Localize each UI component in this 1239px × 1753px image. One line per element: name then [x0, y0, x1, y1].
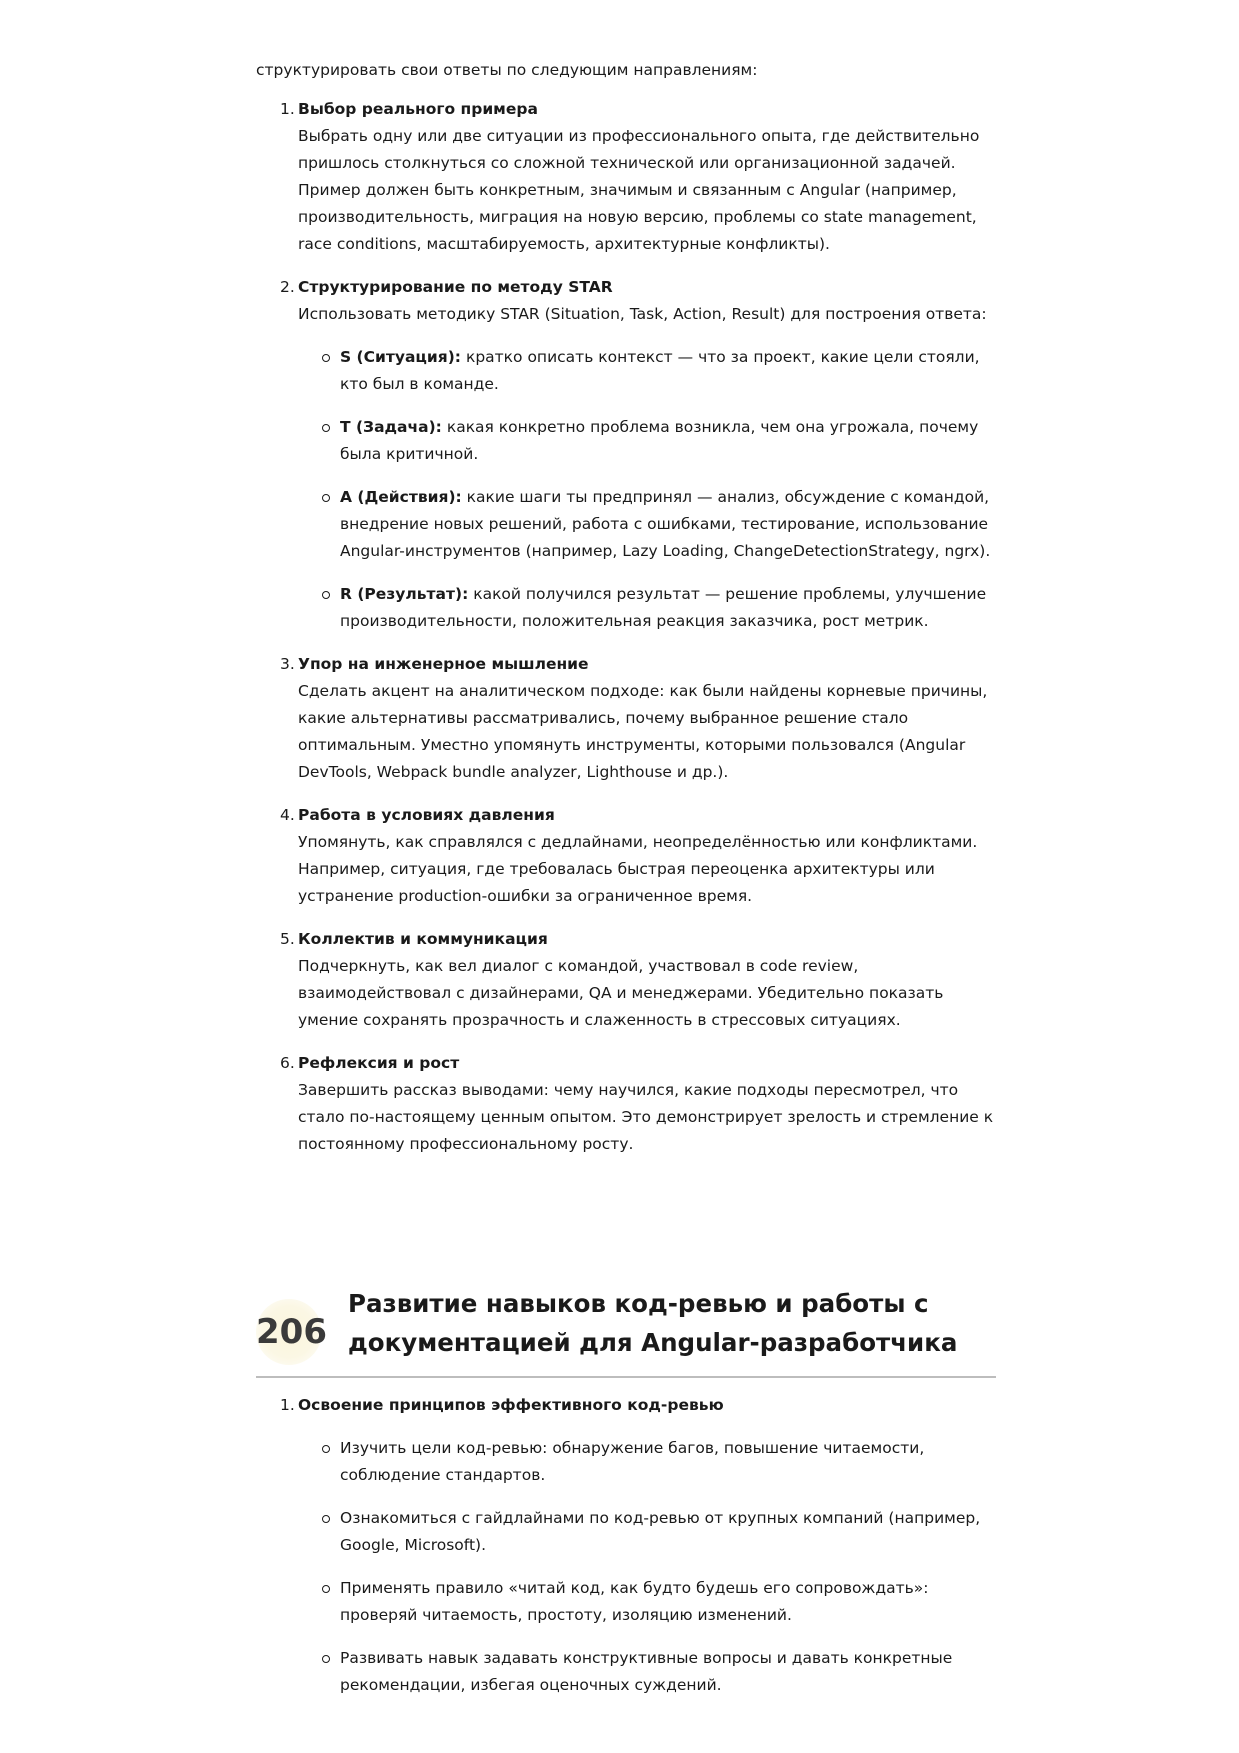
item-body: Подчеркнуть, как вел диалог с командой, участвовал в code review, взаимодействовал с дизайнерами, QA и менеджерами. Убедительно показать умение сохранять прозрачность и слаженность в стрессовых ситуациях.	[298, 957, 944, 1029]
item-title: Выбор реального примера	[298, 100, 538, 118]
sub-list-item	[298, 414, 996, 468]
item-title: Упор на инженерное мышление	[298, 655, 589, 673]
sub-item-label: S (Ситуация):	[340, 348, 462, 366]
list-item	[256, 1050, 996, 1158]
item-body: Выбрать одну или две ситуации из профессионального опыта, где действительно пришлось столкнуться со сложной технической или организационной задачей. Пример должен быть конкретным, значимым и связанным с Angular (например, производительность, миграция на новую версию, проблемы со state management, race conditions, масштабируемость, архитектурные конфликты).	[298, 127, 980, 253]
sub-list-item: Ознакомиться с гайдлайнами по код-ревью от крупных компаний (например, Google, Microsoft).	[298, 1505, 996, 1559]
section-number: 206	[256, 1312, 327, 1352]
sub-item-text: какой получился результат — решение проблемы, улучшение производительности, положительная реакция заказчика, рост метрик.	[340, 585, 987, 630]
review-sublist	[298, 1435, 996, 1699]
list-item	[256, 802, 996, 910]
list-item	[256, 651, 996, 786]
sub-item-text: какая конкретно проблема возникла, чем она угрожала, почему была критичной.	[340, 418, 979, 463]
list-number: 1.	[280, 1396, 295, 1414]
star-sublist	[298, 344, 996, 635]
sub-item-label: R (Результат):	[340, 585, 469, 603]
section-title: Развитие навыков код-ревью и работы с документацией для Angular-разработчика	[348, 1289, 958, 1357]
item-title: Освоение принципов эффективного код-ревью	[298, 1396, 724, 1414]
sub-list-item: Развивать навык задавать конструктивные вопросы и давать конкретные рекомендации, избегая оценочных суждений.	[298, 1645, 996, 1699]
section-206	[256, 1284, 996, 1715]
section-header	[256, 1284, 996, 1378]
answer-structure-list	[256, 96, 996, 1158]
sub-item-label: T (Задача):	[340, 418, 442, 436]
list-item	[256, 274, 996, 635]
sub-item-label: A (Действия):	[340, 488, 462, 506]
list-item	[256, 926, 996, 1034]
item-title: Рефлексия и рост	[298, 1054, 460, 1072]
list-item	[256, 96, 996, 258]
section-list	[256, 1392, 996, 1699]
item-body: Упомянуть, как справлялся с дедлайнами, неопределённостью или конфликтами. Например, ситуация, где требовалась быстрая переоценка архитектуры или устранение production-ошибки за ограниченное время.	[298, 833, 978, 905]
sub-list-item: Применять правило «читай код, как будто будешь его сопровождать»: проверяй читаемость, простоту, изоляцию изменений.	[298, 1575, 996, 1629]
list-number: 4.	[280, 806, 295, 824]
sub-item-text: какие шаги ты предпринял — анализ, обсуждение с командой, внедрение новых решений, работа с ошибками, тестирование, использование Angular-инструментов (например, Lazy Loading, ChangeDetectionStrategy, ngrx).	[340, 488, 991, 560]
list-item	[256, 1392, 996, 1699]
item-body: Сделать акцент на аналитическом подходе: как были найдены корневые причины, какие альтернативы рассматривались, почему выбранное решение стало оптимальным. Уместно упомянуть инструменты, которыми пользовался (Angular DevTools, Webpack bundle analyzer, Lighthouse и др.).	[298, 682, 988, 781]
list-number: 5.	[280, 930, 295, 948]
list-number: 6.	[280, 1054, 295, 1072]
item-title: Работа в условиях давления	[298, 806, 555, 824]
sub-list-item: Изучить цели код-ревью: обнаружение багов, повышение читаемости, соблюдение стандартов.	[298, 1435, 996, 1489]
intro-text: структурировать свои ответы по следующим направлениям:	[256, 61, 758, 79]
list-number: 1.	[280, 100, 295, 118]
item-title: Коллектив и коммуникация	[298, 930, 548, 948]
item-body: Завершить рассказ выводами: чему научился, какие подходы пересмотрел, что стало по-настоящему ценным опытом. Это демонстрирует зрелость и стремление к постоянному профессиональному росту.	[298, 1081, 994, 1153]
content-column	[256, 57, 996, 1174]
item-body: Использовать методику STAR (Situation, Task, Action, Result) для построения ответа:	[298, 305, 987, 323]
sub-list-item	[298, 484, 996, 565]
sub-list-item	[298, 344, 996, 398]
list-number: 3.	[280, 655, 295, 673]
sub-item-text: кратко описать контекст — что за проект, какие цели стояли, кто был в команде.	[340, 348, 980, 393]
list-number: 2.	[280, 278, 295, 296]
item-title: Структурирование по методу STAR	[298, 278, 613, 296]
sub-list-item	[298, 581, 996, 635]
